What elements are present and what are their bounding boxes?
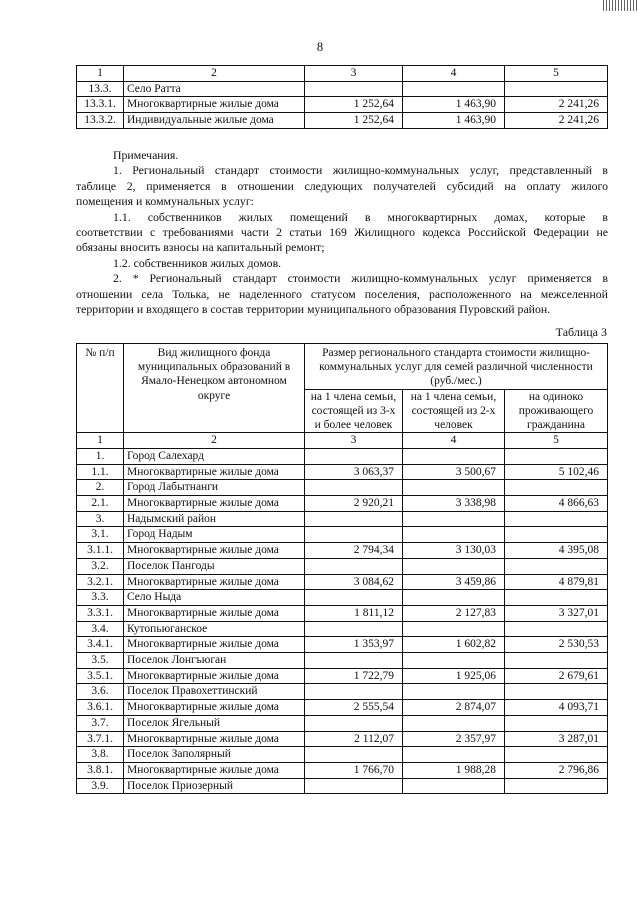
column-number: 4 (403, 66, 505, 82)
value-single (505, 81, 608, 97)
row-name: Многоквартирные жилые дома (124, 731, 305, 747)
value-single: 2 796,86 (505, 762, 608, 778)
value-family-3-plus (305, 715, 403, 731)
value-family-2: 3 338,98 (403, 496, 505, 512)
value-single (505, 621, 608, 637)
row-number: 3.3.1. (77, 605, 124, 621)
value-family-3-plus: 2 794,34 (305, 543, 403, 559)
table-row (77, 543, 608, 559)
row-number: 3.8.1. (77, 762, 124, 778)
value-family-2: 1 463,90 (403, 113, 505, 129)
value-family-2 (403, 747, 505, 763)
value-family-2 (403, 715, 505, 731)
column-number-row (77, 433, 608, 449)
row-number: 3.1.1. (77, 543, 124, 559)
value-family-3-plus: 2 555,54 (305, 700, 403, 716)
table-row (77, 637, 608, 653)
note-1-1: обязаны вносить взносы на капитальный ремонт; (76, 240, 325, 255)
table-row (77, 81, 608, 97)
value-family-3-plus: 3 084,62 (305, 574, 403, 590)
column-number: 4 (403, 433, 505, 449)
row-name: Многоквартирные жилые дома (124, 605, 305, 621)
table-row (77, 715, 608, 731)
header-single-resident: на одиноко проживающего гражданина (505, 389, 608, 433)
row-number: 13.3.1. (77, 97, 124, 113)
value-family-2 (403, 590, 505, 606)
value-family-3-plus (305, 778, 403, 794)
value-family-3-plus: 1 811,12 (305, 605, 403, 621)
table-row (77, 511, 608, 527)
table-row (77, 778, 608, 794)
value-family-2 (403, 511, 505, 527)
value-single (505, 653, 608, 669)
value-single (505, 684, 608, 700)
value-single: 3 287,01 (505, 731, 608, 747)
value-single: 2 530,53 (505, 637, 608, 653)
column-number: 5 (505, 66, 608, 82)
value-single: 4 093,71 (505, 700, 608, 716)
table-2-continuation (76, 65, 608, 129)
table-row (77, 558, 608, 574)
note-1: 1. Региональный стандарт стоимости жилищно-коммунальных услуг, представленный в (113, 163, 608, 178)
column-number: 2 (124, 433, 305, 449)
value-family-2 (403, 778, 505, 794)
header-num: № п/п (77, 344, 124, 433)
row-name: Многоквартирные жилые дома (124, 574, 305, 590)
row-name: Поселок Приозерный (124, 778, 305, 794)
row-name: Кутопьюганское (124, 621, 305, 637)
table-row (77, 527, 608, 543)
table-row (77, 496, 608, 512)
row-name: Поселок Лонгъюган (124, 653, 305, 669)
value-family-3-plus: 2 920,21 (305, 496, 403, 512)
row-number: 3.1. (77, 527, 124, 543)
note-1: таблице 2, применяется в отношении следующих получателей субсидий на оплату жилого (76, 178, 608, 193)
row-number: 3.4.1. (77, 637, 124, 653)
value-family-2: 1 602,82 (403, 637, 505, 653)
table-row (77, 747, 608, 763)
value-family-2: 1 988,28 (403, 762, 505, 778)
row-name: Многоквартирные жилые дома (124, 637, 305, 653)
row-name: Многоквартирные жилые дома (124, 496, 305, 512)
table-row (77, 574, 608, 590)
value-family-2 (403, 480, 505, 496)
row-number: 3.5.1. (77, 668, 124, 684)
table-row (77, 448, 608, 464)
row-number: 3.8. (77, 747, 124, 763)
row-number: 13.3.2. (77, 113, 124, 129)
notes-section (76, 148, 608, 317)
scan-edge-mark (603, 0, 638, 11)
table-row (77, 464, 608, 480)
value-family-2: 3 130,03 (403, 543, 505, 559)
value-family-3-plus: 2 112,07 (305, 731, 403, 747)
table-row (77, 762, 608, 778)
row-name: Многоквартирные жилые дома (124, 464, 305, 480)
row-name: Многоквартирные жилые дома (124, 97, 305, 113)
row-name: Индивидуальные жилые дома (124, 113, 305, 129)
value-single (505, 715, 608, 731)
table-row (77, 731, 608, 747)
value-family-3-plus: 3 063,37 (305, 464, 403, 480)
row-number: 13.3. (77, 81, 124, 97)
value-family-3-plus (305, 653, 403, 669)
value-single: 4 866,63 (505, 496, 608, 512)
value-family-2 (403, 81, 505, 97)
note-2: территории и входящего в состав территории муниципального образования Пуровский район. (76, 302, 551, 317)
column-number: 1 (77, 66, 124, 82)
value-family-3-plus (305, 558, 403, 574)
value-single: 2 679,61 (505, 668, 608, 684)
value-family-3-plus (305, 480, 403, 496)
value-family-2: 2 357,97 (403, 731, 505, 747)
row-name: Многоквартирные жилые дома (124, 543, 305, 559)
table-row (77, 97, 608, 113)
row-name: Город Салехард (124, 448, 305, 464)
value-family-2 (403, 448, 505, 464)
value-family-3-plus (305, 448, 403, 464)
column-number: 2 (124, 66, 305, 82)
row-name: Надымский район (124, 511, 305, 527)
value-family-3-plus: 1 252,64 (305, 97, 403, 113)
value-family-2 (403, 684, 505, 700)
note-1-2: 1.2. собственников жилых домов. (113, 255, 282, 270)
row-name: Город Лабытнанги (124, 480, 305, 496)
value-single: 5 102,46 (505, 464, 608, 480)
row-name: Поселок Пангоды (124, 558, 305, 574)
row-name: Поселок Правохеттинский (124, 684, 305, 700)
value-single (505, 590, 608, 606)
row-number: 2. (77, 480, 124, 496)
row-number: 1.1. (77, 464, 124, 480)
note-1-1: 1.1. собственников жилых помещений в многоквартирных домах, которые в (113, 209, 608, 224)
value-single: 2 241,26 (505, 97, 608, 113)
column-number: 3 (305, 433, 403, 449)
row-name: Многоквартирные жилые дома (124, 668, 305, 684)
header-family-3-plus: на 1 члена семьи, состоящей из 3-х и более человек (305, 389, 403, 433)
column-number: 3 (305, 66, 403, 82)
value-family-2: 2 127,83 (403, 605, 505, 621)
value-family-2: 3 500,67 (403, 464, 505, 480)
row-number: 3.7.1. (77, 731, 124, 747)
row-number: 3.5. (77, 653, 124, 669)
note-1-1: соответствии с требованиями части 2 статьи 169 Жилищного кодекса Российской Федерации не (76, 225, 608, 240)
page-number: 8 (316, 40, 324, 54)
row-name: Поселок Заполярный (124, 747, 305, 763)
table-row (77, 684, 608, 700)
value-family-2: 3 459,86 (403, 574, 505, 590)
table-row (77, 605, 608, 621)
value-family-2: 2 874,07 (403, 700, 505, 716)
value-family-3-plus (305, 81, 403, 97)
value-family-3-plus (305, 527, 403, 543)
value-family-3-plus: 1 766,70 (305, 762, 403, 778)
value-family-2 (403, 653, 505, 669)
row-number: 2.1. (77, 496, 124, 512)
table-row (77, 480, 608, 496)
value-single: 2 241,26 (505, 113, 608, 129)
value-family-2 (403, 527, 505, 543)
value-family-3-plus (305, 590, 403, 606)
row-name: Многоквартирные жилые дома (124, 762, 305, 778)
value-single (505, 511, 608, 527)
row-name: Село Ратта (124, 81, 305, 97)
value-single: 4 879,81 (505, 574, 608, 590)
row-number: 3.7. (77, 715, 124, 731)
table-row (77, 113, 608, 129)
header-standard-size: Размер регионального стандарта стоимости жилищно-коммунальных услуг для семей различной численности (руб./мес.) (305, 344, 608, 390)
column-number: 5 (505, 433, 608, 449)
header-housing-type: Вид жилищного фонда муниципальных образований в Ямало-Ненецком автономном округе (124, 344, 305, 433)
row-name: Город Надым (124, 527, 305, 543)
header-family-2: на 1 члена семьи, состоящей из 2-х человек (403, 389, 505, 433)
value-single: 3 327,01 (505, 605, 608, 621)
value-family-3-plus: 1 722,79 (305, 668, 403, 684)
note-1: помещения и коммунальных услуг: (76, 194, 254, 209)
note-2: отношении села Толька, не наделенного статусом поселения, расположенного на межселенной (76, 286, 608, 301)
value-family-3-plus: 1 252,64 (305, 113, 403, 129)
value-single (505, 527, 608, 543)
row-number: 3.2. (77, 558, 124, 574)
value-single (505, 558, 608, 574)
table-row (77, 668, 608, 684)
row-number: 3.3. (77, 590, 124, 606)
row-name: Поселок Ягельный (124, 715, 305, 731)
row-number: 3.4. (77, 621, 124, 637)
column-number: 1 (77, 433, 124, 449)
value-family-2 (403, 558, 505, 574)
value-family-2: 1 463,90 (403, 97, 505, 113)
row-number: 1. (77, 448, 124, 464)
table-3 (76, 343, 608, 794)
value-family-2 (403, 621, 505, 637)
table-row (77, 700, 608, 716)
note-2: 2. * Региональный стандарт стоимости жилищно-коммунальных услуг применяется в (113, 271, 608, 286)
row-name: Село Ныда (124, 590, 305, 606)
table-3-caption: Таблица 3 (555, 325, 607, 339)
value-single (505, 480, 608, 496)
value-single (505, 747, 608, 763)
value-family-3-plus (305, 621, 403, 637)
value-family-3-plus (305, 684, 403, 700)
row-number: 3. (77, 511, 124, 527)
table-row (77, 621, 608, 637)
row-number: 3.9. (77, 778, 124, 794)
value-family-3-plus: 1 353,97 (305, 637, 403, 653)
row-number: 3.6. (77, 684, 124, 700)
row-number: 3.6.1. (77, 700, 124, 716)
row-name: Многоквартирные жилые дома (124, 700, 305, 716)
notes-title: Примечания. (113, 148, 179, 162)
table-row (77, 653, 608, 669)
row-number: 3.2.1. (77, 574, 124, 590)
value-single: 4 395,08 (505, 543, 608, 559)
column-number-row (77, 66, 608, 82)
value-family-3-plus (305, 511, 403, 527)
value-single (505, 778, 608, 794)
value-single (505, 448, 608, 464)
table-row (77, 590, 608, 606)
value-family-2: 1 925,06 (403, 668, 505, 684)
value-family-3-plus (305, 747, 403, 763)
